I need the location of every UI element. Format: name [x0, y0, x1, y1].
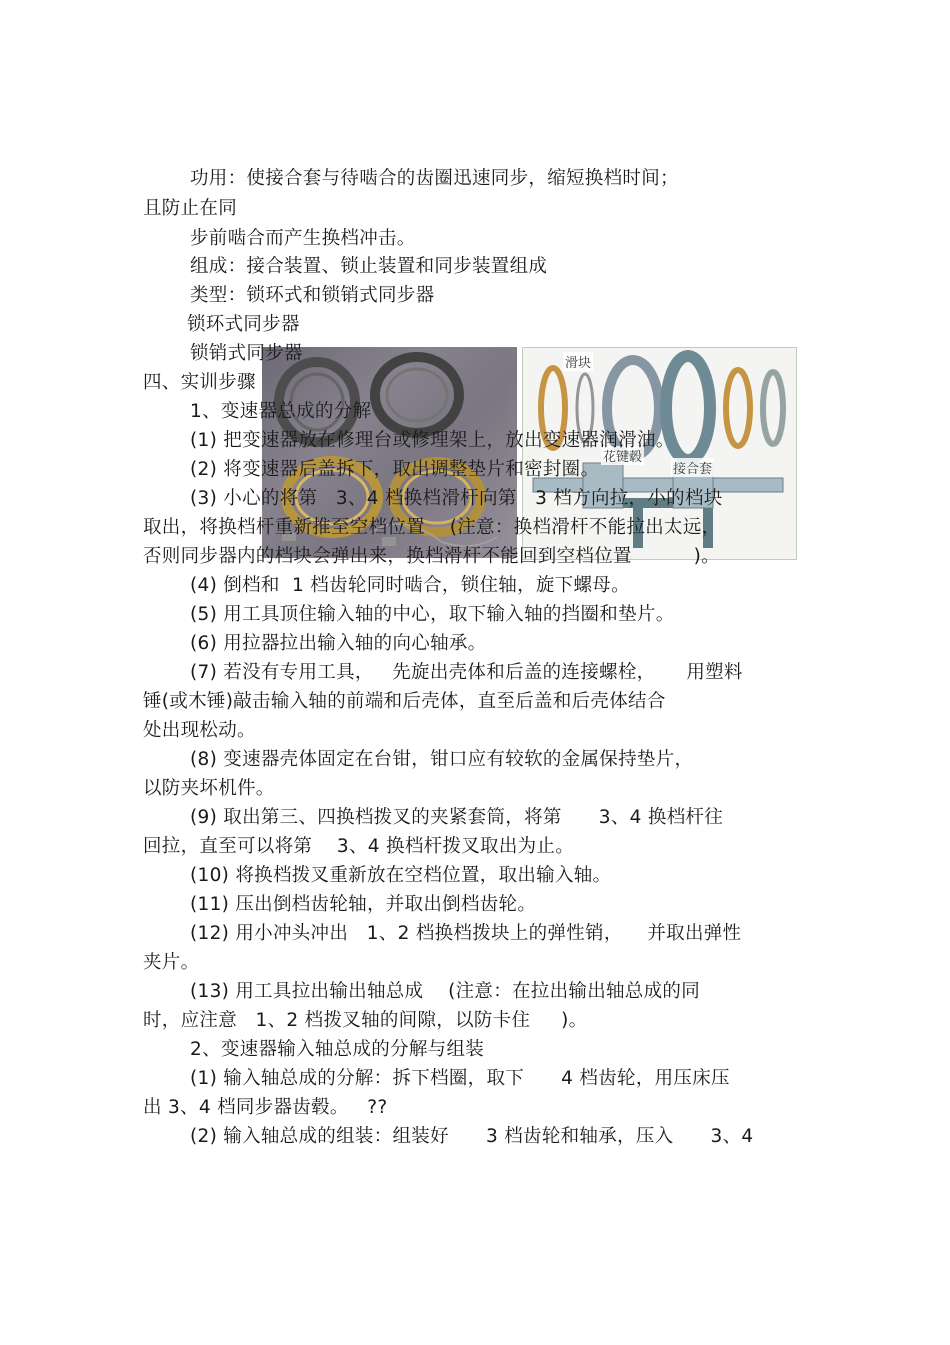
text-line: 步前啮合而产生换档冲击。: [190, 228, 416, 249]
text-line: 否则同步器内的档块会弹出来，换档滑杆不能回到空档位置 )。: [143, 546, 720, 567]
text-line: 回拉，直至可以将第 3、4 换档杆拨叉取出为止。: [143, 836, 575, 857]
text-line: (2) 将变速器后盖拆下，取出调整垫片和密封圈。: [190, 459, 600, 480]
subsection-heading: 1、变速器总成的分解: [190, 401, 372, 422]
text-line: (11) 压出倒档齿轮轴，并取出倒档齿轮。: [190, 894, 537, 915]
text-line: 且防止在同: [143, 198, 238, 219]
text-line: (8) 变速器壳体固定在台钳，钳口应有较软的金属保持垫片，: [190, 749, 694, 770]
text-line: 类型：锁环式和锁销式同步器: [190, 285, 435, 306]
text-line: 出 3、4 档同步器齿毂。 ??: [143, 1097, 388, 1118]
text-line: 锁销式同步器: [190, 343, 303, 364]
text-line: (1) 把变速器放在修理台或修理架上，放出变速器润滑油。: [190, 430, 675, 451]
text-line: (7) 若没有专用工具， 先旋出壳体和后盖的连接螺栓， 用塑料: [190, 662, 743, 683]
text-line: 锤(或木锤)敲击输入轴的前端和后壳体，直至后盖和后壳体结合: [143, 691, 666, 712]
text-line: (3) 小心的将第 3、4 档换档滑杆向第 3 档方向拉，小的档块: [190, 488, 723, 509]
text-line: 组成：接合装置、锁止装置和同步装置组成: [190, 256, 548, 277]
text-line: 锁环式同步器: [187, 314, 300, 335]
text-line: (10) 将换档拨叉重新放在空档位置，取出输入轴。: [190, 865, 612, 886]
text-line: (4) 倒档和 1 档齿轮同时啮合，锁住轴，旋下螺母。: [190, 575, 630, 596]
text-line: (5) 用工具顶住输入轴的中心，取下输入轴的挡圈和垫片。: [190, 604, 675, 625]
text-line: (9) 取出第三、四换档拨叉的夹紧套筒，将第 3、4 换档杆往: [190, 807, 724, 828]
label-slider: 滑块: [563, 352, 593, 371]
text-line: (1) 输入轴总成的分解：拆下档圈，取下 4 档齿轮，用压床压: [190, 1068, 730, 1089]
text-line: 以防夹坏机件。: [143, 778, 275, 799]
label-sleeve: 接合套: [671, 458, 714, 477]
text-line: (6) 用拉器拉出输入轴的向心轴承。: [190, 633, 487, 654]
text-line: 处出现松动。: [143, 720, 256, 741]
text-line: 夹片。: [143, 952, 200, 973]
text-line: 取出，将换档杆重新推至空档位置 (注意：换档滑杆不能拉出太远，: [143, 517, 721, 538]
label-spline-hub: 花键毂: [601, 446, 644, 465]
section-heading: 四、实训步骤: [143, 372, 256, 393]
subsection-heading: 2、变速器输入轴总成的分解与组装: [190, 1039, 485, 1060]
text-line: 时，应注意 1、2 档拨叉轴的间隙，以防卡住 )。: [143, 1010, 588, 1031]
text-line: (2) 输入轴总成的组装：组装好 3 档齿轮和轴承，压入 3、4: [190, 1126, 754, 1147]
text-line: 功用：使接合套与待啮合的齿圈迅速同步，缩短换档时间；: [190, 168, 679, 189]
text-line: (13) 用工具拉出输出轴总成 (注意：在拉出输出轴总成的同: [190, 981, 700, 1002]
text-line: (12) 用小冲头冲出 1、2 档换档拨块上的弹性销， 并取出弹性: [190, 923, 742, 944]
